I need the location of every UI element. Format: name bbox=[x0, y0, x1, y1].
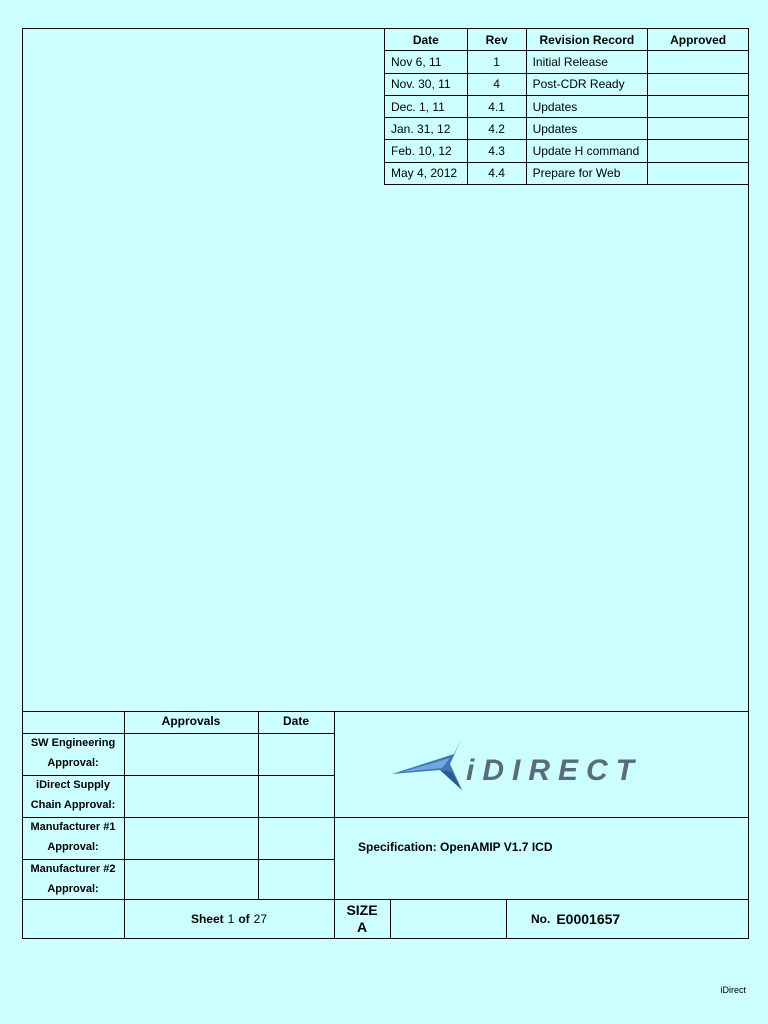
of-label: of bbox=[238, 912, 250, 926]
size-block bbox=[334, 902, 390, 936]
rev-header-rev: Rev bbox=[467, 29, 526, 51]
document-number-block bbox=[531, 899, 620, 939]
rev-number: 4.1 bbox=[467, 95, 526, 117]
sheet-total: 27 bbox=[253, 912, 268, 926]
rev-number: 4 bbox=[467, 73, 526, 95]
rev-header-date: Date bbox=[385, 29, 468, 51]
table-row bbox=[385, 51, 749, 73]
rev-approved bbox=[648, 140, 749, 162]
rev-date: Jan. 31, 12 bbox=[385, 118, 468, 140]
grid-line bbox=[390, 899, 391, 939]
rev-date: Feb. 10, 12 bbox=[385, 140, 468, 162]
grid-line bbox=[22, 817, 749, 818]
size-value: A bbox=[356, 919, 368, 935]
rev-number: 4.2 bbox=[467, 118, 526, 140]
logo-text: iDIRECT bbox=[466, 754, 642, 787]
revision-table bbox=[384, 28, 749, 185]
rev-date: Nov. 30, 11 bbox=[385, 73, 468, 95]
sheet-number: 1 bbox=[227, 912, 235, 926]
rev-date: May 4, 2012 bbox=[385, 162, 468, 184]
rev-approved bbox=[648, 73, 749, 95]
rev-approved bbox=[648, 162, 749, 184]
rev-record: Update H command bbox=[526, 140, 648, 162]
sheet-label: Sheet bbox=[190, 912, 224, 926]
footer-text: iDirect bbox=[720, 985, 746, 995]
approval-role-label: Manufacturer #2 bbox=[30, 863, 116, 875]
rev-header-record: Revision Record bbox=[526, 29, 648, 51]
grid-line bbox=[258, 711, 259, 899]
rev-record: Initial Release bbox=[526, 51, 648, 73]
table-row bbox=[385, 95, 749, 117]
grid-line bbox=[506, 899, 507, 939]
rev-record: Post-CDR Ready bbox=[526, 73, 648, 95]
table-row bbox=[385, 118, 749, 140]
document-number: E0001657 bbox=[556, 911, 621, 927]
rev-number: 4.4 bbox=[467, 162, 526, 184]
approval-role-label: SW Engineering bbox=[30, 737, 116, 749]
approval-role-label: Manufacturer #1 bbox=[30, 821, 116, 833]
approval-role-label: iDirect Supply bbox=[36, 779, 110, 791]
approvals-date-header: Date bbox=[282, 714, 309, 728]
rev-record: Prepare for Web bbox=[526, 162, 648, 184]
specification-title: Specification: OpenAMIP V1.7 ICD bbox=[358, 840, 553, 854]
rev-header-approved: Approved bbox=[648, 29, 749, 51]
rev-date: Nov 6, 11 bbox=[385, 51, 468, 73]
table-row bbox=[385, 162, 749, 184]
idirect-logo bbox=[392, 736, 682, 796]
star-swoosh-icon bbox=[392, 738, 462, 790]
rev-date: Dec. 1, 11 bbox=[385, 95, 468, 117]
rev-approved bbox=[648, 51, 749, 73]
approval-role-label: Approval: bbox=[47, 757, 99, 769]
rev-approved bbox=[648, 95, 749, 117]
table-row bbox=[385, 73, 749, 95]
approval-role-label: Approval: bbox=[47, 883, 99, 895]
approvals-header: Approvals bbox=[161, 714, 221, 728]
approval-role-label: Chain Approval: bbox=[30, 799, 116, 811]
rev-record: Updates bbox=[526, 95, 648, 117]
rev-approved bbox=[648, 118, 749, 140]
rev-record: Updates bbox=[526, 118, 648, 140]
rev-number: 4.3 bbox=[467, 140, 526, 162]
table-row bbox=[385, 140, 749, 162]
no-label: No. bbox=[531, 912, 551, 926]
rev-number: 1 bbox=[467, 51, 526, 73]
approval-role-label: Approval: bbox=[47, 841, 99, 853]
size-label: SIZE bbox=[346, 902, 378, 918]
sheet-info bbox=[124, 899, 334, 939]
